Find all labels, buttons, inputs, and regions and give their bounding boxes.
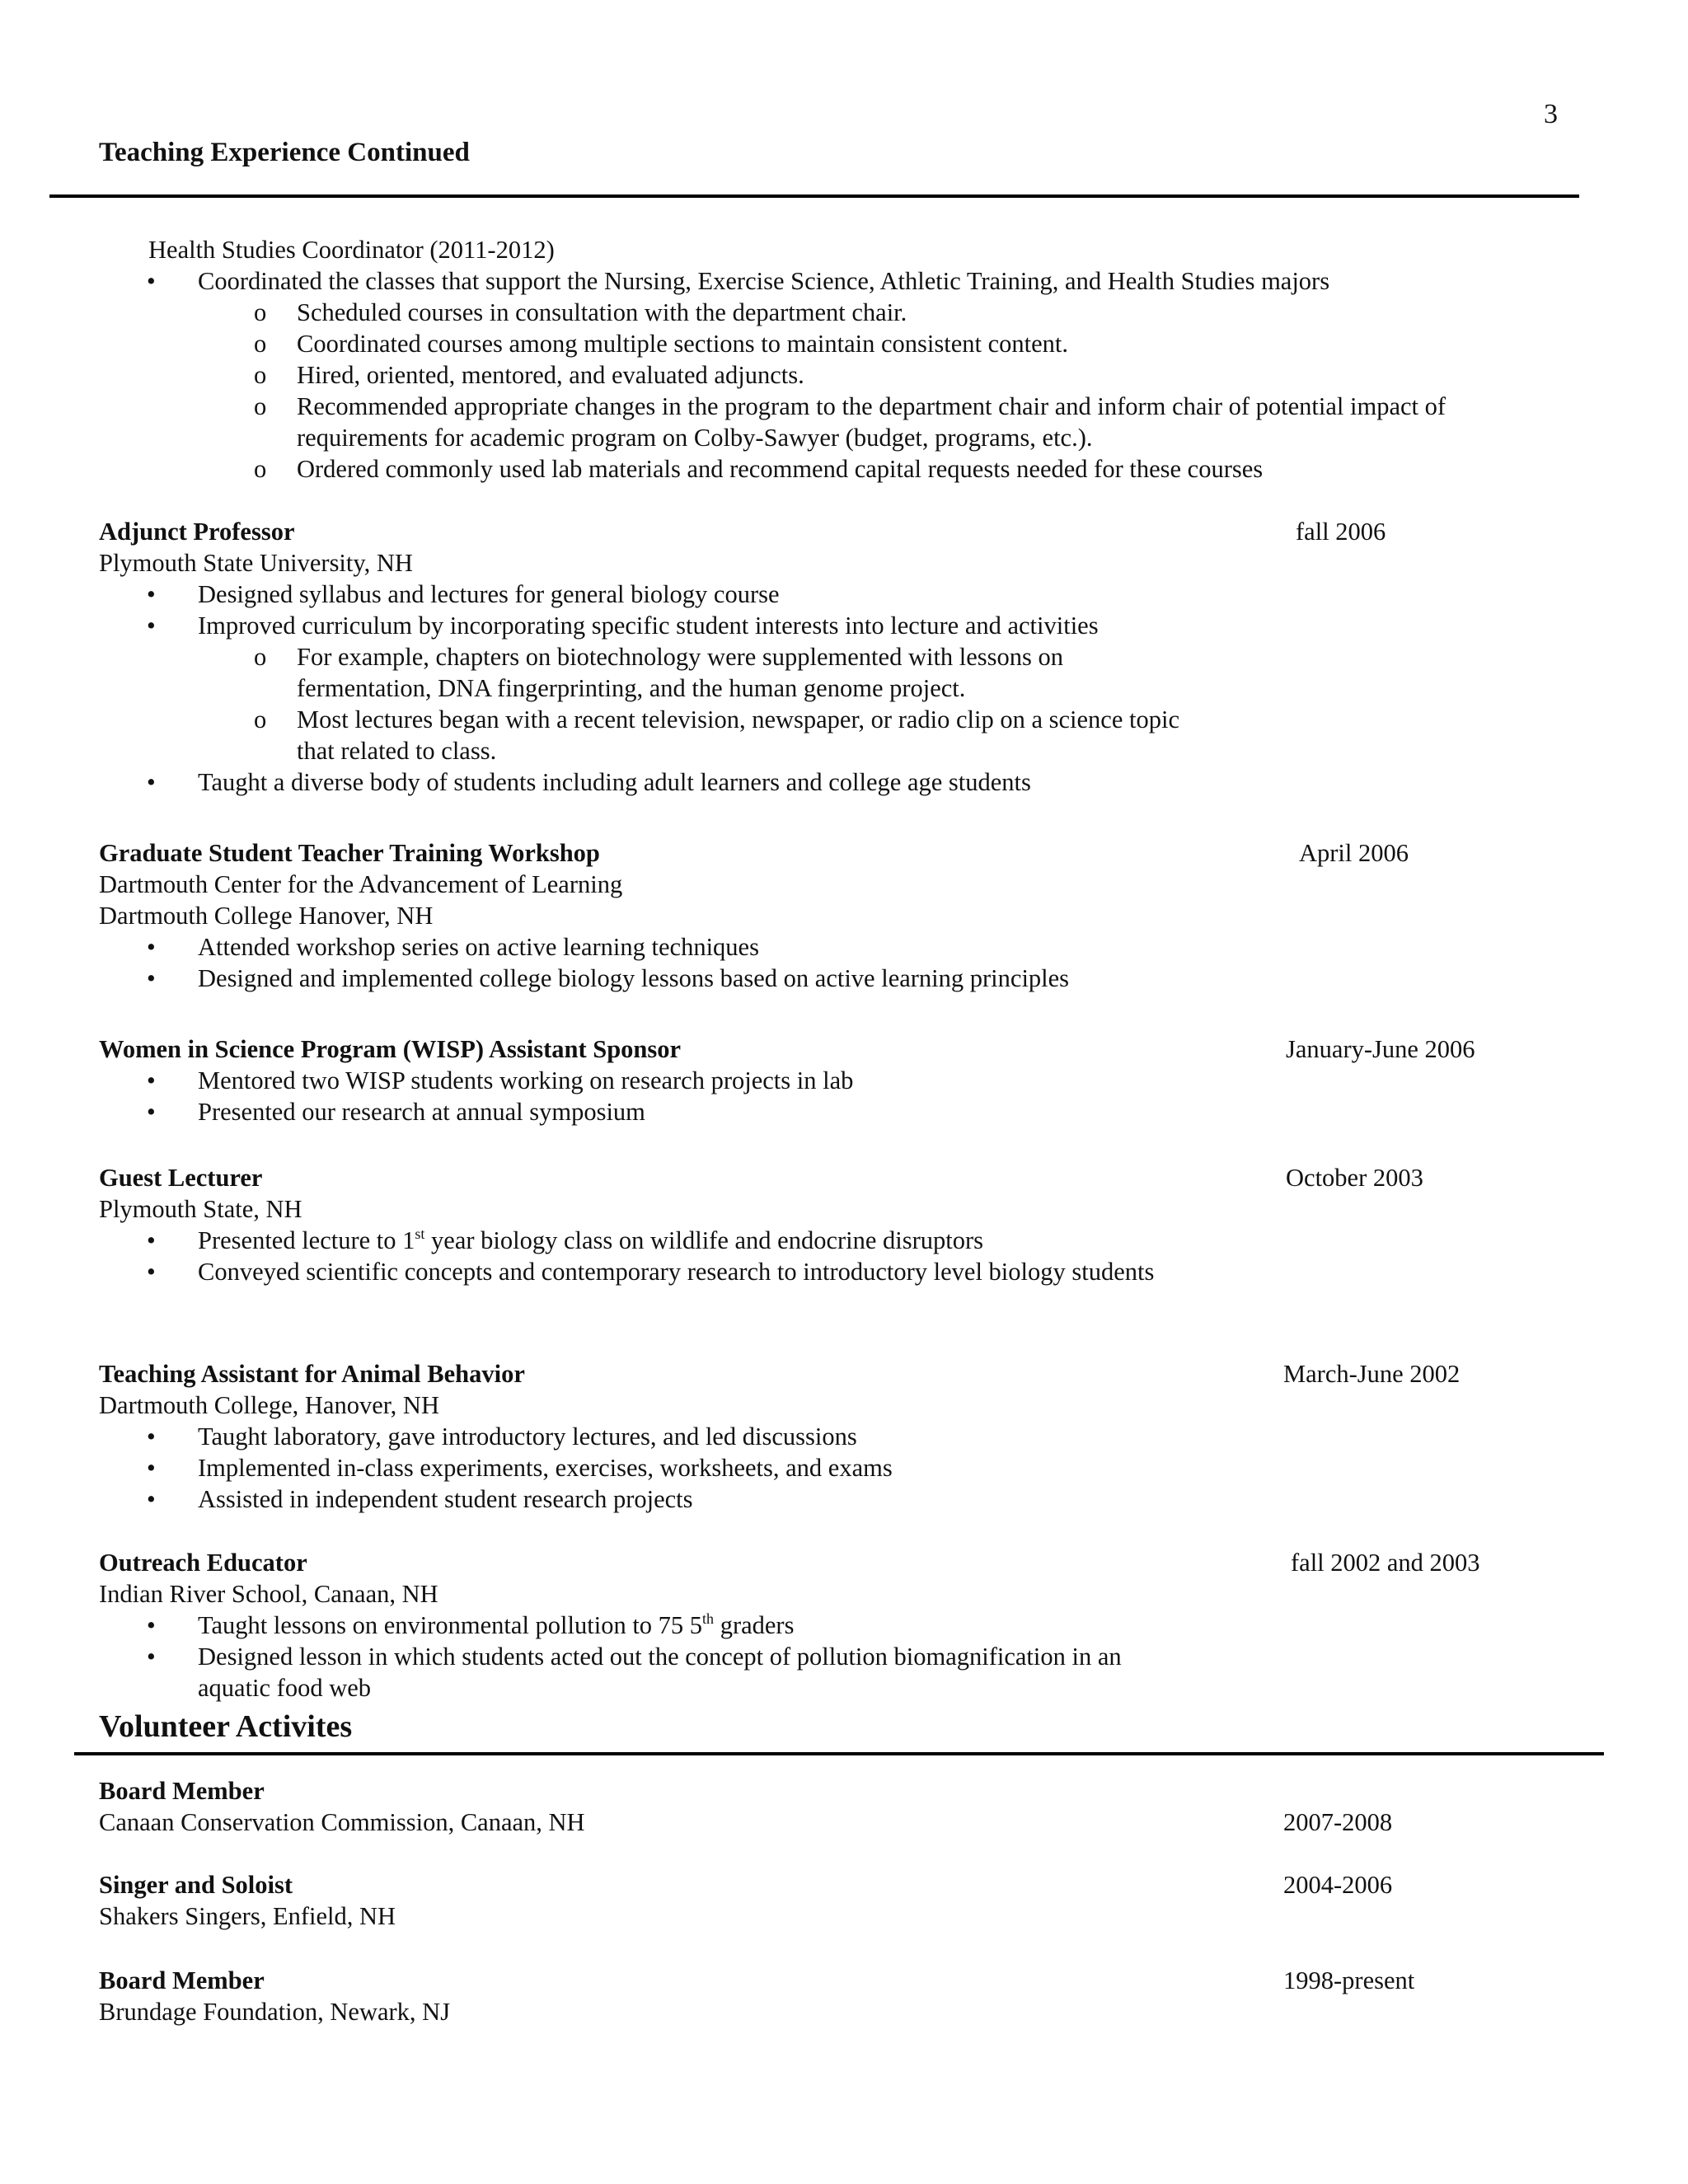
adjunct-bullet-3: • Taught a diverse body of students including adult learners and college age students [198, 766, 1031, 798]
adjunct-bullet-1: • Designed syllabus and lectures for general biology course [198, 579, 780, 610]
volunteer-2-org: Shakers Singers, Enfield, NH [99, 1902, 396, 1930]
volunteer-3-org: Brundage Foundation, Newark, NJ [99, 1998, 451, 2026]
volunteer-1-org: Canaan Conservation Commission, Canaan, NH [99, 1808, 585, 1836]
volunteer-2-date: 2004-2006 [1283, 1871, 1393, 1899]
guest-bullet-2: • Conveyed scientific concepts and contemporary research to introductory level biology students [198, 1256, 1154, 1287]
wisp-title: Women in Science Program (WISP) Assistant Sponsor [99, 1035, 682, 1063]
volunteer-3-date: 1998-present [1283, 1966, 1415, 1994]
adjunct-title: Adjunct Professor [99, 518, 295, 546]
ta-bullet-3: • Assisted in independent student research projects [198, 1483, 693, 1515]
coordinator-sub-1: o Scheduled courses in consultation with the department chair. [297, 297, 907, 328]
coordinator-bullet: • Coordinated the classes that support the Nursing, Exercise Science, Athletic Training, and Health Studies majors [198, 265, 1329, 297]
volunteer-2-title: Singer and Soloist [99, 1871, 293, 1899]
outreach-title: Outreach Educator [99, 1549, 307, 1577]
page-number: 3 [1544, 99, 1558, 129]
volunteer-1-title: Board Member [99, 1777, 265, 1805]
workshop-bullet-2: • Designed and implemented college biology lessons based on active learning principles [198, 963, 1069, 994]
coordinator-sub-3: o Hired, oriented, mentored, and evaluated adjuncts. [297, 359, 804, 391]
section-heading: Teaching Experience Continued [99, 138, 470, 167]
adjunct-sub-2: o Most lectures began with a recent television, newspaper, or radio clip on a science topic [297, 704, 1179, 735]
workshop-date: April 2006 [1299, 839, 1409, 867]
outreach-bullet-1: • Taught lessons on environmental pollution to 75 5th graders [198, 1610, 794, 1641]
outreach-bullet-2-cont: aquatic food web [198, 1674, 372, 1702]
guest-bullet-1: • Presented lecture to 1st year biology class on wildlife and endocrine disruptors [198, 1225, 983, 1256]
coordinator-sub-4-cont: requirements for academic program on Colby-Sawyer (budget, programs, etc.). [297, 424, 1093, 452]
outreach-bullet-2: • Designed lesson in which students acted out the concept of pollution biomagnification in an [198, 1641, 1122, 1672]
volunteer-rule [74, 1752, 1604, 1755]
coordinator-sub-5: o Ordered commonly used lab materials and recommend capital requests needed for these courses [297, 453, 1263, 485]
workshop-org-2: Dartmouth College Hanover, NH [99, 902, 434, 930]
wisp-bullet-1: • Mentored two WISP students working on research projects in lab [198, 1065, 853, 1096]
adjunct-bullet-2: • Improved curriculum by incorporating specific student interests into lecture and activities [198, 610, 1099, 641]
volunteer-heading: Volunteer Activites [99, 1709, 353, 1744]
workshop-bullet-1: • Attended workshop series on active learning techniques [198, 931, 759, 963]
wisp-bullet-2: • Presented our research at annual symposium [198, 1096, 645, 1127]
ta-date: March-June 2002 [1283, 1360, 1461, 1388]
guest-org: Plymouth State, NH [99, 1195, 302, 1223]
ta-bullet-1: • Taught laboratory, gave introductory lectures, and led discussions [198, 1421, 857, 1452]
adjunct-sub-2-cont: that related to class. [297, 737, 497, 765]
workshop-org-1: Dartmouth Center for the Advancement of Learning [99, 870, 623, 898]
section-rule [49, 194, 1579, 198]
adjunct-sub-1-cont: fermentation, DNA fingerprinting, and the human genome project. [297, 674, 966, 702]
guest-title: Guest Lecturer [99, 1164, 263, 1192]
adjunct-date: fall 2006 [1296, 518, 1386, 546]
volunteer-3-title: Board Member [99, 1966, 265, 1994]
guest-date: October 2003 [1286, 1164, 1423, 1192]
outreach-org: Indian River School, Canaan, NH [99, 1580, 438, 1608]
wisp-date: January-June 2006 [1286, 1035, 1475, 1063]
outreach-date: fall 2002 and 2003 [1291, 1549, 1480, 1577]
coordinator-sub-4: o Recommended appropriate changes in the program to the department chair and inform chair of potential impact of [297, 391, 1446, 422]
adjunct-sub-1: o For example, chapters on biotechnology were supplemented with lessons on [297, 641, 1063, 673]
ta-org: Dartmouth College, Hanover, NH [99, 1391, 439, 1419]
ta-bullet-2: • Implemented in-class experiments, exercises, worksheets, and exams [198, 1452, 893, 1483]
coordinator-sub-2: o Coordinated courses among multiple sections to maintain consistent content. [297, 328, 1068, 359]
ta-title: Teaching Assistant for Animal Behavior [99, 1360, 525, 1388]
volunteer-1-date: 2007-2008 [1283, 1808, 1393, 1836]
workshop-title: Graduate Student Teacher Training Workshop [99, 839, 600, 867]
coordinator-title: Health Studies Coordinator (2011-2012) [148, 236, 555, 264]
adjunct-org: Plymouth State University, NH [99, 549, 413, 577]
